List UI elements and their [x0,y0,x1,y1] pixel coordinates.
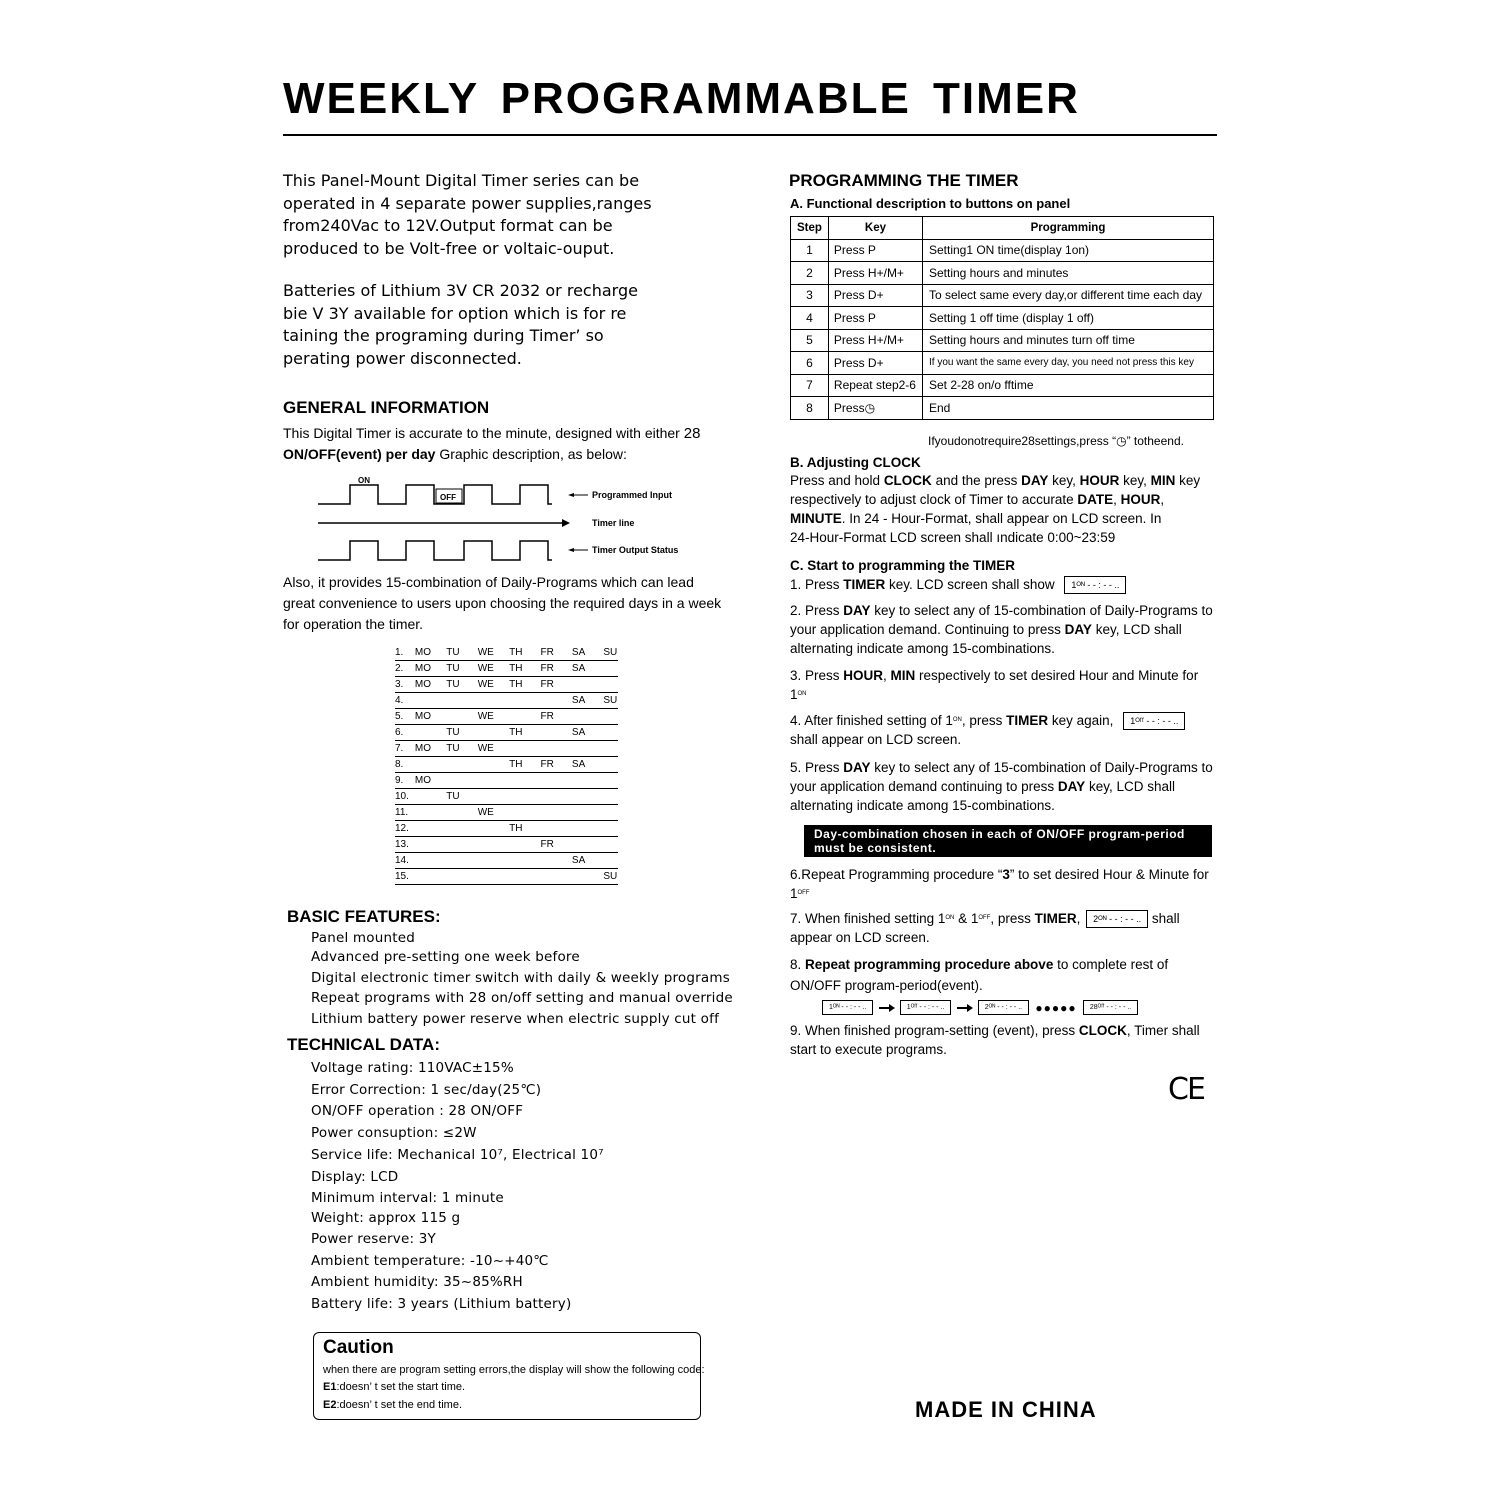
general-line-2 [283,444,627,465]
day-cell: TH [509,661,540,677]
day-cell [509,805,540,821]
table-row [791,374,1214,397]
day-cell [478,869,509,885]
column-header: Programming [922,217,1213,240]
feature-item: Advanced pre-setting one week before [311,949,580,965]
programming-description: Setting hours and minutes [922,262,1213,285]
day-cell [572,773,603,789]
general-heading: GENERAL INFORMATION [283,398,490,417]
day-cell: FR [541,645,572,661]
day-cell: SA [572,725,603,741]
day-cell: SU [603,869,618,885]
day-cell [541,869,572,885]
step-number: 7 [791,374,829,397]
tech-item: Power reserve: 3Y [311,1231,436,1247]
key-name: Press◷ [828,397,922,420]
programming-description: Setting 1 off time (display 1 off) [922,307,1213,330]
day-cell: WE [478,661,509,677]
day-cell [572,837,603,853]
key-name: Repeat step2-6 [828,374,922,397]
programming-description: To select same every day,or different time each day [922,284,1213,307]
day-cell: SA [572,661,603,677]
day-cell [478,725,509,741]
table-row [791,307,1214,330]
table-row [791,329,1214,352]
tech-item: ON/OFF operation : 28 ON/OFF [311,1103,524,1119]
day-cell [478,693,509,709]
day-cell [478,853,509,869]
combination-paragraph: Also, it provides 15-combination of Daily-Programs which can lead great convenience to users upon choosing the required days in a week for operation the timer. [283,574,722,632]
basic-features-heading: BASIC FEATURES: [287,907,441,926]
programmed-input-label: Programmed Input [592,490,673,500]
day-cell: TU [446,725,477,741]
programming-description: Set 2-28 on/o fftime [922,374,1213,397]
day-cell [509,709,540,725]
off-label: OFF [440,493,456,502]
tech-item: Power consuption: ≤2W [311,1125,477,1141]
tech-item: Ambient temperature: -10~+40℃ [311,1253,549,1269]
day-cell: SA [572,645,603,661]
step-number: 1 [791,239,829,262]
day-cell [603,725,618,741]
day-cell: SU [603,645,618,661]
day-cell: TH [509,645,540,661]
day-cell [415,837,446,853]
tech-item: Ambient humidity: 35~85%RH [311,1274,523,1290]
lcd-display-28off: 28ᴼᶠᶠ - - : - - .. [1083,1000,1138,1015]
timing-waveform-diagram [300,472,700,567]
day-cell: TU [446,677,477,693]
general-line-1 [283,423,700,444]
intro-line: bie V 3Y available for option which is for re [283,303,627,323]
caution-description: when there are program setting errors,the display will show the following code: [323,1364,705,1376]
table-row [395,693,618,709]
day-cell [446,693,477,709]
feature-item: Repeat programs with 28 on/off setting and manual override [311,990,733,1006]
day-cell: SA [572,853,603,869]
day-cell: MO [415,773,446,789]
day-cell: TH [509,757,540,773]
table-row [395,805,618,821]
lcd-display-1off: 1ᴼᶠᶠ - - : - - .. [900,1000,952,1015]
programming-description: If you want the same every day, you need not press this key [922,352,1213,375]
day-cell [415,853,446,869]
day-cell: FR [541,661,572,677]
general-event-count: 28 [683,425,701,442]
day-cell: TH [509,725,540,741]
day-cell: SU [603,693,618,709]
ce-mark-logo: CE [1168,1072,1204,1107]
day-cell [446,837,477,853]
tech-item: Voltage rating: 110VAC±15% [311,1060,514,1076]
general-text: Graphic description, as below: [435,446,627,462]
ellipsis-dots-icon: ●●●●● [1035,1000,1077,1015]
table-row [395,757,618,773]
step-6: 6.Repeat Programming procedure “3” to set desired Hour & Minute for $1^{OFF}$ [790,867,1209,901]
row-number: 6. [395,725,415,741]
row-number: 1. [395,645,415,661]
table-row [395,661,618,677]
tech-item: Battery life: 3 years (Lithium battery) [311,1296,572,1312]
tech-item: Service life: Mechanical 10⁷, Electrical 10⁷ [311,1147,604,1163]
row-number: 13. [395,837,415,853]
step-number: 4 [791,307,829,330]
output-status-label: Timer Output Status [592,545,679,555]
error-code: E2 [323,1399,337,1411]
day-cell [541,789,572,805]
day-cell [478,837,509,853]
day-cell [446,709,477,725]
day-cell [541,805,572,821]
row-number: 3. [395,677,415,693]
table-row [791,284,1214,307]
caution-e2: E2:doesn’ t set the end time. [323,1399,463,1411]
table-row [791,239,1214,262]
step-1: 1. Press TIMER key. LCD screen shall show 1ᴼᴺ - - : - - .. [790,574,1126,595]
table-row [395,773,618,789]
day-cell [541,725,572,741]
step-number: 3 [791,284,829,307]
day-cell [478,773,509,789]
step-2: 2. Press DAY key to select any of 15-combination of Daily-Programs to your application demand. Continuing to press DAY key, LCD shall alternating indicate among 15-combinations. [790,603,1213,656]
step-7: 7. When finished setting $1^{ON}$ & $1^{OFF}$, press TIMER, 2ᴼᴺ - - : - - .. shall appear on LCD screen. [790,911,1180,946]
day-cell: WE [478,645,509,661]
day-cell: TU [446,741,477,757]
subheading-a: A. Functional description to buttons on panel [790,196,1071,211]
day-cell [541,741,572,757]
programming-description: End [922,397,1213,420]
day-cell [509,853,540,869]
lcd-display-1on: 1ᴼᴺ - - : - - .. [822,1000,873,1015]
feature-item: Lithium battery power reserve when electric supply cut off [311,1011,720,1027]
lcd-display-2on: 2ᴼᴺ - - : - - .. [978,1000,1029,1015]
step-9: 9. When finished program-setting (event), press CLOCK, Timer shall start to execute programs. [790,1023,1200,1057]
day-cell [446,773,477,789]
table-row [395,869,618,885]
key-name: Press P [828,307,922,330]
day-cell [603,789,618,805]
day-cell [572,677,603,693]
row-number: 2. [395,661,415,677]
warning-banner: Day-combination chosen in each of ON/OFF program-period must be consistent. [804,825,1212,857]
day-cell [446,821,477,837]
day-cell [572,805,603,821]
day-cell [509,741,540,757]
table-row [395,789,618,805]
step-4: 4. After finished setting of $1^{ON}$, press TIMER key again, 1ᴼᶠᶠ - - : - - .. shall appear on LCD screen. [790,711,1185,749]
row-number: 8. [395,757,415,773]
intro-line: perating power disconnected. [283,348,522,368]
day-cell [572,709,603,725]
step-number: 2 [791,262,829,285]
day-cell [603,773,618,789]
table-row [395,709,618,725]
programming-description: Setting1 ON time(display 1on) [922,239,1213,262]
day-cell [603,853,618,869]
adjust-clock-text: Press and hold CLOCK and the press DAY key, HOUR key, MIN key respectively to adjust clock of Timer to accurate DATE, HOUR, MINUTE. In 24 - Hour-Format, shall appear on LCD screen. In 24-Hour-Format LCD screen shall ındicate 0:00~23:59 [790,473,1201,545]
row-number: 11. [395,805,415,821]
table-row [395,837,618,853]
day-cell: MO [415,661,446,677]
day-cell [603,677,618,693]
intro-paragraph-1 [283,170,703,260]
table-row [395,677,618,693]
key-name: Press H+/M+ [828,329,922,352]
intro-line: from240Vac to 12V.Output format can be [283,216,613,235]
step-3: 3. Press HOUR, MIN respectively to set desired Hour and Minute for $1^{ON}$ [790,668,1199,702]
day-cell [446,805,477,821]
programmed-input-wave [318,485,552,504]
day-combination-table [395,645,618,885]
arrow-right-icon [957,1004,973,1012]
row-number: 10. [395,789,415,805]
day-cell [415,821,446,837]
table-row [791,262,1214,285]
day-cell [415,869,446,885]
table-header-row [791,217,1214,240]
intro-line: operated in 4 separate power supplies,ranges [283,193,652,213]
day-cell [415,805,446,821]
row-number: 4. [395,693,415,709]
row-number: 14. [395,853,415,869]
day-cell [509,869,540,885]
day-cell [509,773,540,789]
caution-title: Caution [323,1337,394,1358]
day-cell: FR [541,677,572,693]
subheading-c: C. Start to programming the TIMER [790,558,1016,573]
table-note: Ifyoudonotrequire28settings,press “◷” totheend. [928,434,1184,448]
button-function-table [790,216,1214,420]
day-cell: WE [478,805,509,821]
day-cell [446,757,477,773]
intro-line: taining the programing during Timer’ so [283,326,604,345]
intro-line: Batteries of Lithium 3V CR 2032 or recharge [283,281,638,300]
error-code: E1 [323,1381,337,1393]
step-number: 5 [791,329,829,352]
general-bold-text: ON/OFF(event) per day [283,446,436,462]
day-cell: WE [478,709,509,725]
column-header: Step [791,217,829,240]
on-label: ON [358,476,370,485]
caution-box [313,1332,705,1420]
day-cell [603,709,618,725]
feature-item: Panel mounted [311,930,416,946]
table-row [791,352,1214,375]
key-name: Press D+ [828,284,922,307]
day-cell [415,725,446,741]
feature-item: Digital electronic timer switch with daily & weekly programs [311,970,730,986]
tech-item: Weight: approx 115 g [311,1210,461,1226]
technical-data-heading: TECHNICAL DATA: [287,1035,440,1054]
day-cell [541,693,572,709]
day-cell [415,757,446,773]
day-cell [478,821,509,837]
table-row [395,821,618,837]
day-cell: MO [415,645,446,661]
day-cell: FR [541,709,572,725]
day-cell [572,741,603,757]
day-cell [541,853,572,869]
day-cell: TH [509,677,540,693]
made-in-label: MADE IN CHINA [915,1397,1097,1422]
key-name: Press P [828,239,922,262]
day-cell [509,693,540,709]
timer-line-label: Timer line [592,518,635,528]
row-number: 12. [395,821,415,837]
day-cell: FR [541,757,572,773]
day-cell: FR [541,837,572,853]
subheading-b: B. Adjusting CLOCK [790,455,921,470]
column-header: Key [828,217,922,240]
day-cell [541,821,572,837]
table-row [395,741,618,757]
programming-description: Setting hours and minutes turn off time [922,329,1213,352]
day-cell [541,773,572,789]
step-5: 5. Press DAY key to select any of 15-combination of Daily-Programs to your application demand continuing to press DAY key, LCD shall alternating indicate among 15-combinations. [790,760,1213,813]
tech-item: Error Correction: 1 sec/day(25℃) [311,1082,542,1098]
programming-heading: PROGRAMMING THE TIMER [789,171,1019,190]
lcd-display-2on: 2ᴼᴺ - - : - - .. [1086,910,1148,928]
day-cell [572,821,603,837]
title-divider [283,134,1217,136]
day-cell [603,805,618,821]
step-number: 6 [791,352,829,375]
day-cell [572,869,603,885]
day-cell [603,837,618,853]
tech-item: Minimum interval: 1 minute [311,1190,504,1206]
day-cell [478,757,509,773]
row-number: 9. [395,773,415,789]
output-status-wave [318,541,552,560]
step-number: 8 [791,397,829,420]
day-cell [603,757,618,773]
day-cell [509,789,540,805]
row-number: 5. [395,709,415,725]
intro-line: This Panel-Mount Digital Timer series can be [283,171,640,190]
lcd-sequence [822,1000,1138,1015]
key-name: Press H+/M+ [828,262,922,285]
day-cell [603,661,618,677]
day-cell [446,853,477,869]
day-cell: WE [478,677,509,693]
page-title: WEEKLY PROGRAMMABLE TIMER [283,74,1080,123]
day-cell [415,693,446,709]
caution-e1: E1:doesn’ t set the start time. [323,1381,466,1393]
day-cell [478,789,509,805]
day-cell [446,869,477,885]
day-cell: MO [415,677,446,693]
table-row [395,853,618,869]
general-text: This Digital Timer is accurate to the minute, designed with either [283,425,684,441]
arrow-right-icon [879,1004,895,1012]
day-cell [603,821,618,837]
day-cell [415,789,446,805]
day-cell: SA [572,757,603,773]
lcd-display-1on: 1ᴼᴺ - - : - - .. [1064,576,1126,594]
day-cell: TU [446,645,477,661]
day-cell: TU [446,789,477,805]
table-row [395,725,618,741]
lcd-display-1off: 1ᴼᶠᶠ - - : - - .. [1123,712,1185,730]
day-cell: TU [446,661,477,677]
row-number: 7. [395,741,415,757]
table-row [791,397,1214,420]
row-number: 15. [395,869,415,885]
day-cell: WE [478,741,509,757]
day-cell: MO [415,709,446,725]
day-cell [509,837,540,853]
day-cell: TH [509,821,540,837]
tech-item: Display: LCD [311,1169,399,1185]
intro-line: produced to be Volt-free or voltaic-ouput. [283,238,615,258]
day-cell [572,789,603,805]
day-cell [603,741,618,757]
day-cell: SA [572,693,603,709]
key-name: Press D+ [828,352,922,375]
timer-line-arrowhead [562,519,570,527]
step-8: 8. Repeat programming procedure above to complete rest of ON/OFF program-period(event). [790,957,1169,993]
table-row [395,645,618,661]
intro-paragraph-2 [283,280,703,370]
day-cell: MO [415,741,446,757]
